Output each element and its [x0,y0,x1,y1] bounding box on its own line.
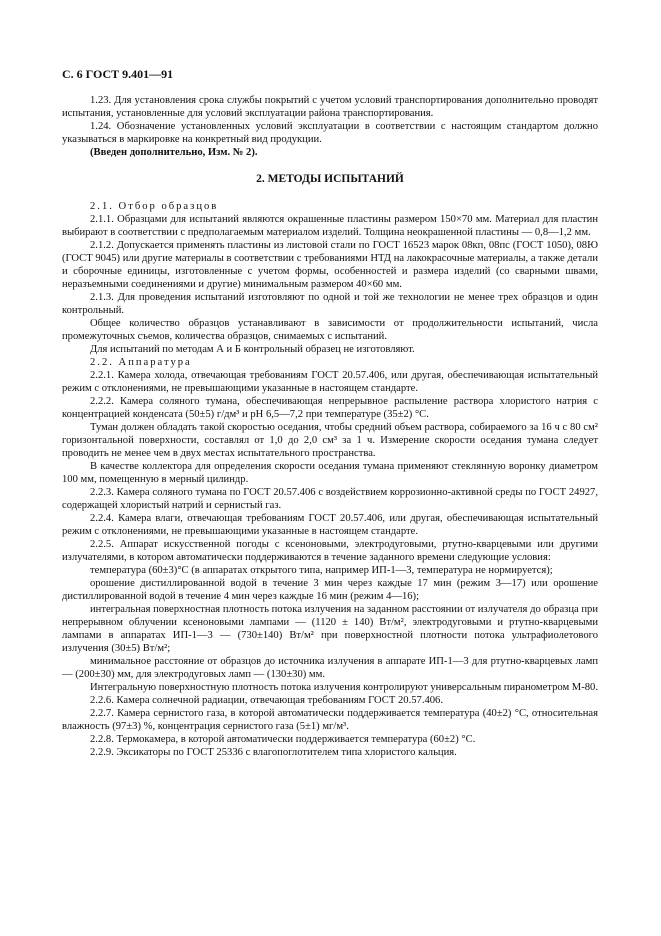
paragraph: Для испытаний по методам А и Б контрольный образец не изготовляют. [90,344,415,355]
subsection-heading: 2.1. Отбор образцов [90,201,219,212]
paragraph: Туман должен обладать такой скоростью оседания, чтобы средний объем раствора, собираемого за 16 ч с 80 см² горизонтальной поверхности, составлял от 1,0 до 2,0 см³ за 1 ч. Измерение скорости оседания тумана следует проводить не менее чем в двух местах испытательного пространства. [62,422,598,459]
paragraph: 2.1.1. Образцами для испытаний являются окрашенные пластины размером 150×70 мм. Материал для пластин выбирают в соответствии с предполагаемым материалом изделий. Толщина неокрашенной пластины — 0,8—1,2 мм. [62,214,598,238]
paragraph: 2.2.6. Камера солнечной радиации, отвечающая требованиям ГОСТ 20.57.406. [90,695,444,706]
document-body [62,94,598,759]
paragraph: минимальное расстояние от образцов до источника излучения в аппарате ИП-1—3 для ртутно-кварцевых ламп — (200±30) мм, для электродуговых ламп — (130±30) мм. [62,656,598,680]
amendment-note: (Введен дополнительно, Изм. № 2). [90,147,258,158]
section-title: 2. МЕТОДЫ ИСПЫТАНИЙ [256,173,404,185]
paragraph: 2.2.9. Эксикаторы по ГОСТ 25336 с влагопоглотителем типа хлористого кальция. [90,747,457,758]
paragraph: 1.24. Обозначение установленных условий эксплуатации в соответствии с настоящим стандартом должно указываться в маркировке на конкретный вид продукции. [62,121,598,145]
paragraph: 2.2.3. Камера соляного тумана по ГОСТ 20.57.406 с воздействием коррозионно-активной среды по ГОСТ 24927, содержащей хлористый натрий и сернистый газ. [62,487,598,511]
paragraph: 1.23. Для установления срока службы покрытий с учетом условий транспортирования дополнительно проводят испытания, установленные для условий эксплуатации района транспортирования. [62,95,598,119]
paragraph: 2.1.3. Для проведения испытаний изготовляют по одной и той же технологии не менее трех образцов и один контрольный. [62,292,598,316]
subsection-heading: 2.2. Аппаратура [90,357,192,368]
page-header: С. 6 ГОСТ 9.401—91 [62,67,174,81]
paragraph: Интегральную поверхностную плотность потока излучения контролируют универсальным пиранометром М-80. [90,682,598,693]
paragraph: 2.2.1. Камера холода, отвечающая требованиям ГОСТ 20.57.406, или другая, обеспечивающая испытательный режим с отклонениями, не превышающими указанные в настоящем стандарте. [62,370,598,394]
paragraph: интегральная поверхностная плотность потока излучения на заданном расстоянии от излучателя до образца при непрерывном облучении ксеноновыми лампами — (1120 ± 140) Вт/м², электродуговыми и ртутно-кварцевыми лампами в аппаратах ИП-1—3 — (730±140) Вт/м² при поверхностной плотности потока ультрафиолетового излучения (30±5) Вт/м²; [62,604,598,654]
paragraph: 2.2.7. Камера сернистого газа, в которой автоматически поддерживается температура (40±2) °С, относительная влажность (97±3) %, концентрация сернистого газа (5±1) мг/м³. [62,708,598,732]
paragraph: Общее количество образцов устанавливают в зависимости от продолжительности испытаний, числа промежуточных съемов, количества образцов, снимаемых с испытаний. [62,318,598,342]
paragraph: 2.2.8. Термокамера, в которой автоматически поддерживается температура (60±2) °С. [90,734,476,745]
paragraph: орошение дистиллированной водой в течение 3 мин через каждые 17 мин (режим 3—17) или орошение дистиллированной водой в течение 4 мин через каждые 16 мин (режим 4—16); [62,578,598,602]
paragraph: 2.2.5. Аппарат искусственной погоды с ксеноновыми, электродуговыми, ртутно-кварцевыми или другими излучателями, в котором автоматически поддерживаются в течение заданного времени следующие условия: [62,539,598,563]
paragraph: В качестве коллектора для определения скорости оседания тумана применяют стеклянную воронку диаметром 100 мм, помещенную в мерный цилиндр. [62,461,598,485]
paragraph: 2.2.4. Камера влаги, отвечающая требованиям ГОСТ 20.57.406, или другая, обеспечивающая испытательный режим с отклонениями, не превышающими указанные в настоящем стандарте. [62,513,598,537]
paragraph: 2.2.2. Камера соляного тумана, обеспечивающая непрерывное распыление раствора хлористого натрия с концентрацией конденсата (50±5) г/дм³ и рН 6,5—7,2 при температуре (35±2) °С. [62,396,598,420]
paragraph: 2.1.2. Допускается применять пластины из листовой стали по ГОСТ 16523 марок 08кп, 08пс (ГОСТ 1050), 08Ю (ГОСТ 9045) или другие материалы в соответствии с требованиями НТД на лакокрасочные материалы, а также детали и сборочные единицы, изготовленные с учетом формы, особенностей и размера изделий (со сварными швами, неразъемными соединениями и другие) минимальным размером 40×60 мм. [62,240,598,290]
paragraph: температура (60±3)°С (в аппаратах открытого типа, например ИП-1—3, температура не нормируется); [90,565,553,576]
